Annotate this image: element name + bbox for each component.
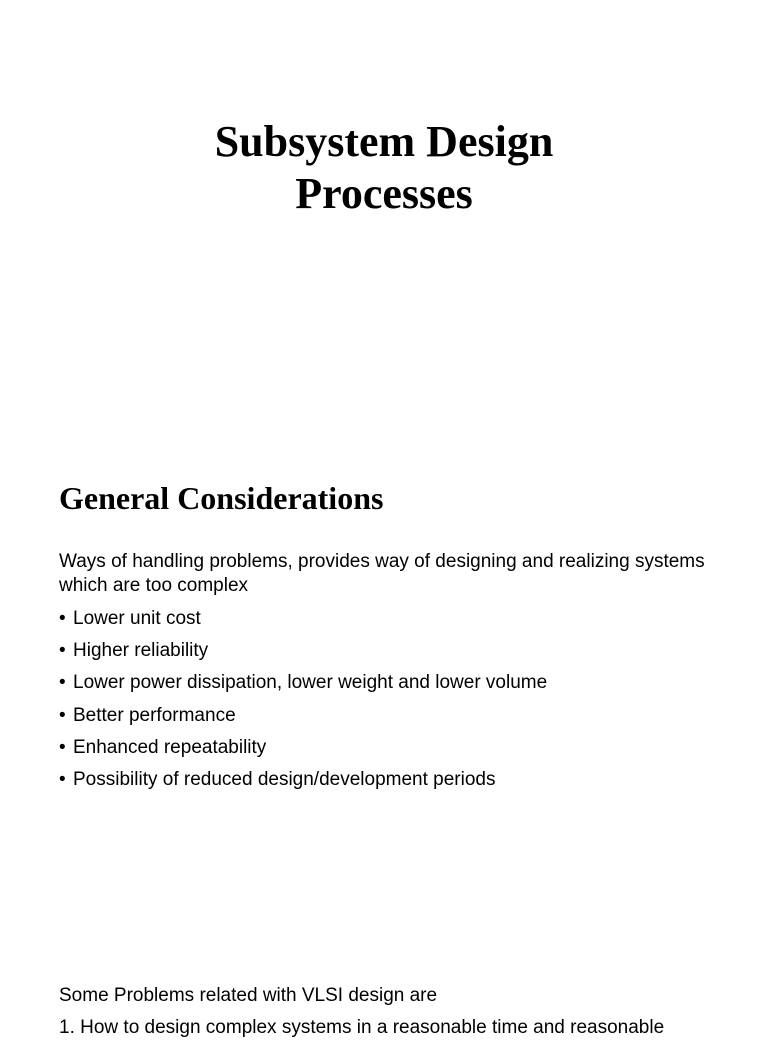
intro-paragraph: Ways of handling problems, provides way of designing and realizing systems which are too complex (59, 551, 705, 596)
considerations-list (59, 607, 739, 800)
slide-title-line-2: Processes (295, 169, 473, 218)
problems-intro: Some Problems related with VLSI design are (59, 985, 438, 1006)
list-item (59, 671, 739, 703)
list-item (59, 639, 739, 671)
list-item (59, 736, 739, 768)
list-item-text: Higher reliability (73, 640, 209, 662)
bullet-icon: • (59, 640, 66, 662)
problems-item: 1. How to design complex systems in a reasonable time and reasonable (59, 1017, 665, 1038)
list-item-text: Better performance (73, 704, 236, 726)
vlsi-problems-slide (0, 960, 768, 1038)
list-item (59, 607, 739, 639)
bullet-icon: • (59, 704, 66, 726)
section-heading: General Considerations (59, 480, 384, 516)
list-item-text: Enhanced repeatability (73, 736, 267, 758)
list-item (59, 768, 739, 800)
list-item-text: Lower power dissipation, lower weight and lower volume (73, 672, 548, 694)
list-item-text: Possibility of reduced design/development periods (73, 768, 496, 790)
bullet-icon: • (59, 672, 66, 694)
bullet-icon: • (59, 736, 66, 758)
list-item (59, 704, 739, 736)
general-considerations-slide (0, 460, 768, 940)
bullet-icon: • (59, 768, 66, 790)
slide-title-line-1: Subsystem Design (214, 117, 554, 166)
slide-title (0, 116, 768, 220)
bullet-icon: • (59, 608, 66, 629)
title-slide (0, 0, 768, 460)
list-item-text: Lower unit cost (73, 608, 201, 629)
